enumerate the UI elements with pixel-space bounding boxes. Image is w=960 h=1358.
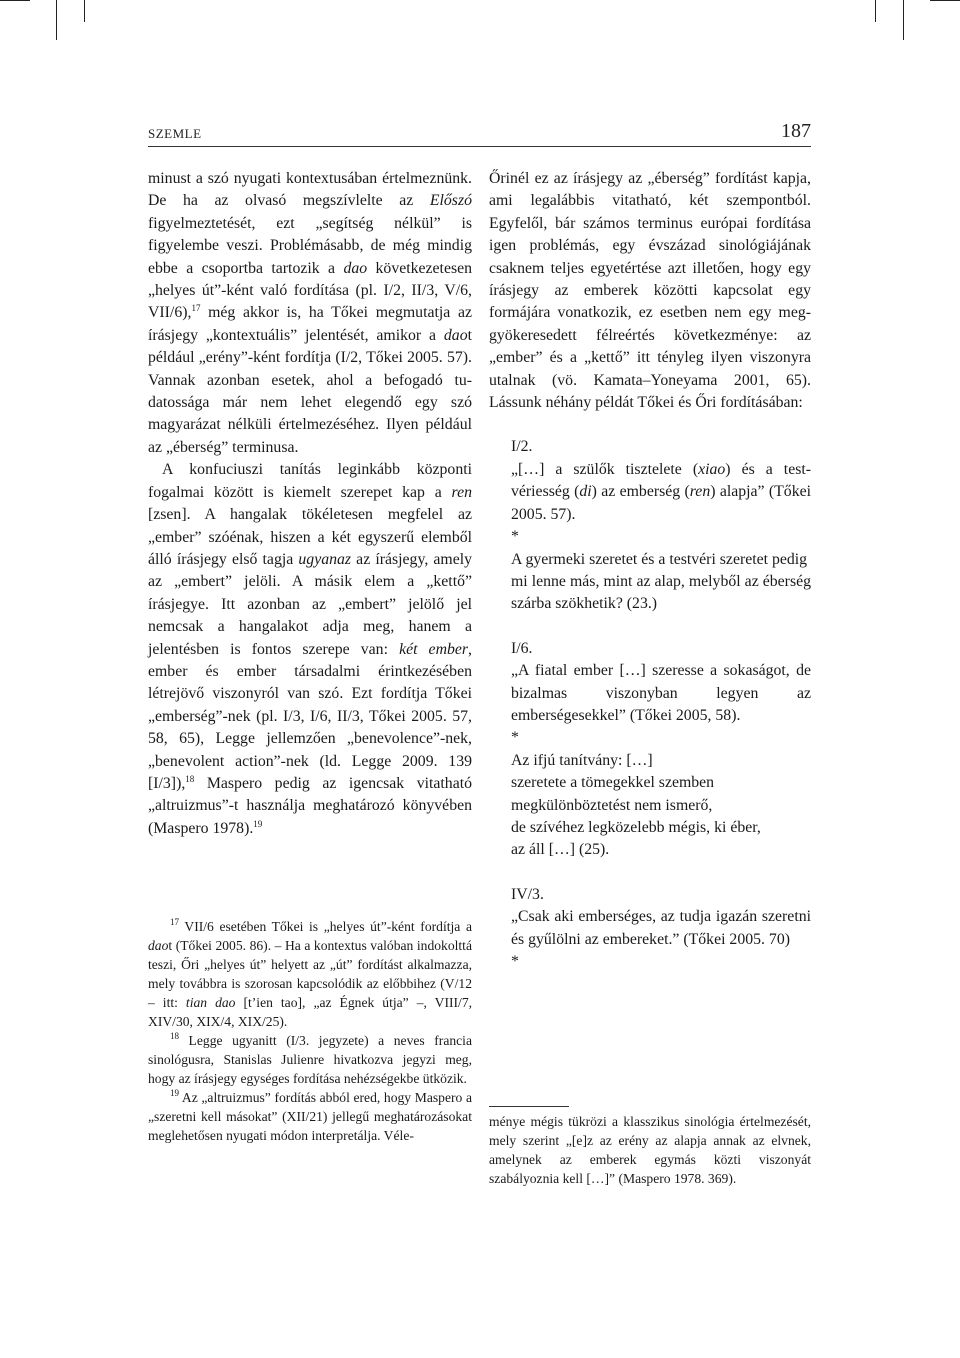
poem-line: szeretete a tömegekkel szemben bbox=[511, 774, 715, 792]
footnote-ref: 17 bbox=[191, 303, 201, 314]
footnote-ref: 18 bbox=[185, 773, 195, 784]
crop-mark bbox=[875, 0, 876, 22]
footnote-17: $^{17}$ VII/6 esetében Tőkei is „helyes út”-ként fordítja a daot (Tőkei 2005. 86). – Ha a kontextus valóban indokolttá teszi, Őri „helyes út” helyett az „út” fordítást alkalmazza, mely továbbra is szorosan kapcsolódik az előbbihez (V/12 – itt: tian dao [t’ien tao], „az Égnek útja” –, VIII/7, XIV/30, XIX/4, XIX/25). bbox=[148, 917, 473, 1029]
footnote-continuation bbox=[489, 1112, 811, 1188]
separator-star: * bbox=[511, 528, 519, 546]
footnote-text: ménye mégis tükrözi a klasszikus sinológia értelmezését, mely szerint „[e]z az erény az alapja annak az elvnek, amelynek az emberek egymás közti viszonyát szabályoznia kell […]” (Maspero 1978. 369). bbox=[489, 1114, 811, 1186]
quote-text: „[…] a szülők tisztelete (xiao) és a testvériesség (di) az emberség (ren) alapja” (Tőkei 2005. 57). bbox=[511, 460, 812, 523]
quote-text: „A fiatal ember […] szeresse a sokaságot, de bizalmas viszonyban legyen az emberségesekkel” (Tőkei 2005, 58). bbox=[511, 662, 811, 724]
crop-mark bbox=[903, 0, 904, 40]
separator-star: * bbox=[511, 729, 519, 747]
quote-block bbox=[489, 436, 811, 526]
crop-mark bbox=[0, 0, 30, 1]
crop-mark bbox=[930, 0, 960, 1]
quote-heading: I/2. bbox=[511, 438, 533, 456]
footnotes bbox=[148, 917, 472, 1145]
footnote-19: $^{19}$ Az „altruizmus” fordítás abból ered, hogy Maspero a „szeretni kell másokat” (XII/21) jellegű meghatározásokat meglehetősen nyugati módon interpretálja. Véle- bbox=[148, 1088, 472, 1143]
poem-line: mi lenne más, mint az alap, melyből az éberség szárba szökhetik? (23.) bbox=[511, 572, 811, 613]
quote-block bbox=[489, 549, 811, 616]
crop-mark bbox=[56, 0, 57, 40]
paragraph: minust a szó nyugati kontextusában értelmeznünk. De ha az olvasó megszívlelte az Előszó figyelmeztetését, ezt „segítség nélkül” is figyelembe veszi. Problémásabb, de még mindig ebbe a csoportba tartozik a dao következetesen „helyes út”-ként való fordítása (pl. I/2, II/3, V/6, VII/6),$^{17}$ még akkor is, ha Tőkei megmutatja az írásjegy „kontextuális” jelentését, amikor a daot például „erény”-ként fordítja (I/2, Tőkei 2005. 57). Vannak azonban esetek, ahol a befogadó tudatossága már nem lehet elegendő egy szó magyarázat nélküli értelmezéséhez. Ilyen például az „éberség” terminusa. bbox=[148, 170, 473, 456]
poem-line: az áll […] (25). bbox=[511, 841, 610, 859]
quote-block bbox=[489, 750, 811, 862]
right-column bbox=[489, 168, 811, 973]
left-column bbox=[148, 168, 472, 840]
quote-heading: I/6. bbox=[511, 639, 533, 657]
section-title: SZEMLE bbox=[148, 126, 202, 141]
poem-line: de szívéhez legközelebb mégis, ki éber, bbox=[511, 818, 761, 836]
header-rule bbox=[148, 146, 811, 147]
quote-block bbox=[489, 638, 811, 728]
separator-star: * bbox=[511, 953, 519, 970]
footnote-rule bbox=[489, 1106, 569, 1107]
poem-line: megkülönböztetést nem ismerő, bbox=[511, 796, 713, 814]
footnote-18: $^{18}$ Legge ugyanitt (I/3. jegyzete) a neves francia sinológusra, Stanislas Julienre hivatkozva jegyzi meg, hogy az írásjegy egységes fordítása nehézségekbe ütközik. bbox=[148, 1031, 472, 1086]
crop-mark bbox=[84, 0, 85, 22]
page-number: 187 bbox=[781, 120, 811, 142]
footnote-ref: 19 bbox=[253, 818, 263, 829]
paragraph: A konfuciuszi tanítás leginkább központi fogalmai között is kiemelt szerepet kap a ren [zsen]. A hangalak tökéletesen megfelel az „ember” szóénak, hiszen a két egyszerű elemből álló írásjegy első tagja ugyanaz az írásjegy, amely az „embert” jelöli. A másik elem a „kettő” írásjegye. Itt azonban az „embert” jelölő jel nemcsak a hangalakot adja meg, hanem a jelentésben is fontos szerepe van: két ember, ember és ember társadalmi érintkezésében létrejövő viszonyról van szó. Ezt fordítja Tőkei „emberség”-nek (pl. I/3, I/6, II/3, Tőkei 2005. 57, 58, 65), Legge jellemzően „benevolence”-nek, „benevolent action”-nek (ld. Legge 2009. 139 [I/3]),$^{18}$ Maspero pedig az igencsak vitatható „altruizmus”-t használja meghatározó könyvében (Maspero 1978).$^{19}$ bbox=[148, 461, 472, 837]
poem-line: Az ifjú tanítvány: […] bbox=[511, 751, 653, 769]
poem-line: A gyermeki szeretet és a testvéri szeretet pedig bbox=[511, 550, 808, 568]
quote-text: „Csak aki emberséges, az tudja igazán szeretni és gyűlölni az embereket.” (Tőkei 2005. 70) bbox=[511, 908, 811, 948]
quote-block bbox=[489, 884, 811, 951]
paragraph: Őrinél ez az írásjegy az „éberség” fordítást kapja, ami legalábbis vitatható, két szempontból. Egyfelől, bár számos terminus európai fordítása igen problémás, egy évszázad sinológiájának csaknem teljes egyetértése azt illetően, hogy egy írásjegy az emberek közötti kapcsolat egy formájára vonatkozik, ez esetben nem egy meggyökeresedett félreértés következménye: az „ember” és a „kettő” itt tényleg ilyen viszonyra utalnak (vö. Kamata–Yoneyama 2001, 65). Lássunk néhány példát Tőkei és Őri fordításában: bbox=[489, 170, 811, 412]
quote-heading: IV/3. bbox=[511, 885, 544, 903]
